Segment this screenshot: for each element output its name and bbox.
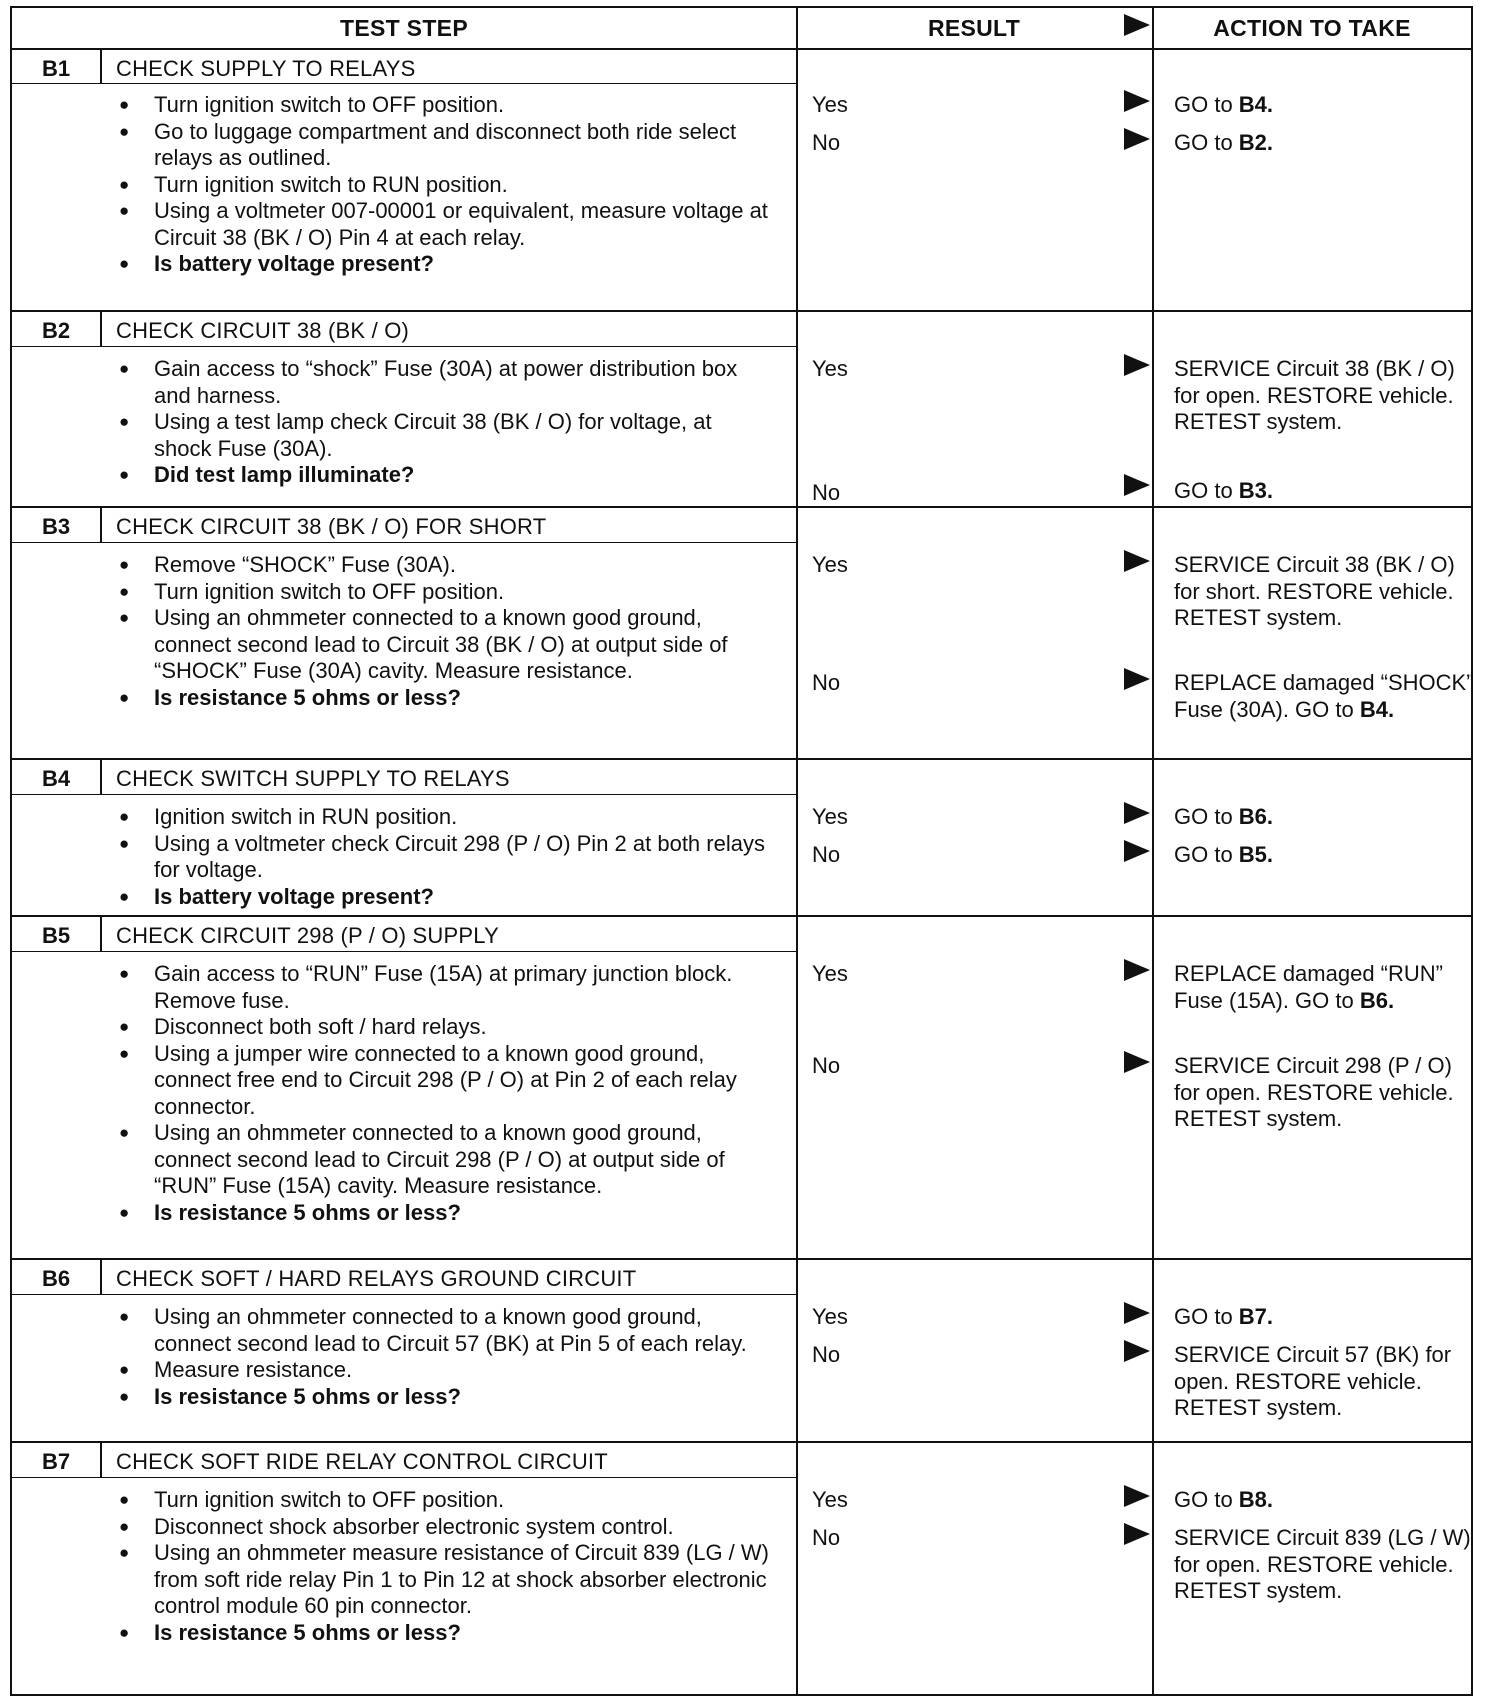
row-divider [12,915,1471,917]
action-text: SERVICE Circuit 57 (BK) for open. RESTORE vehicle. RETEST system. [1174,1342,1452,1420]
arrow-icon [1124,840,1150,862]
arrow-icon [1124,1340,1150,1362]
arrow-icon [1124,1523,1150,1545]
action-text: REPLACE damaged “RUN” Fuse (15A). GO to B6. [1174,961,1443,1013]
header-divider [12,48,1471,50]
step-id: B2 [42,318,71,343]
step-instructions [112,961,772,1226]
arrow-icon [1124,1485,1150,1507]
instruction: ● Using an ohmmeter connected to a known good ground, connect second lead to Circuit 38 (BK / O) at output side of “SHOCK” Fuse (30A) cavity. Measure resistance. [112,605,772,685]
instruction: ● Using an ohmmeter connected to a known good ground, connect second lead to Circuit 298 (P / O) at output side of “RUN” Fuse (15A) cavity. Measure resistance. [112,1120,772,1200]
id-divider [100,1258,102,1294]
title-divider [12,542,796,543]
step-instructions [112,92,772,278]
step-id: B4 [42,766,71,791]
result-label: No [812,480,841,505]
step-title: CHECK CIRCUIT 38 (BK / O) [116,318,410,343]
step-title: CHECK SWITCH SUPPLY TO RELAYS [116,766,510,791]
step-title: CHECK SOFT RIDE RELAY CONTROL CIRCUIT [116,1449,608,1474]
instruction: ● Disconnect both soft / hard relays. [112,1014,772,1041]
instruction: ● Gain access to “shock” Fuse (30A) at power distribution box and harness. [112,356,772,409]
row-divider [12,506,1471,508]
step-id: B3 [42,514,71,539]
result-label: Yes [812,804,848,829]
action-text: SERVICE Circuit 38 (BK / O) for short. RESTORE vehicle. RETEST system. [1174,552,1455,630]
arrow-icon [1124,128,1150,150]
result-label: Yes [812,961,848,986]
id-divider [100,48,102,83]
id-divider [100,506,102,542]
instruction: ● Turn ignition switch to OFF position. [112,579,772,606]
result-label: Yes [812,92,848,117]
action-text: GO to B5. [1174,842,1274,867]
step-title: CHECK CIRCUIT 38 (BK / O) FOR SHORT [116,514,547,539]
action-text: SERVICE Circuit 298 (P / O) for open. RESTORE vehicle. RETEST system. [1174,1053,1454,1131]
instruction: ● Remove “SHOCK” Fuse (30A). [112,552,772,579]
result-label: No [812,1053,841,1078]
result-label: No [812,842,841,867]
instruction: ● Turn ignition switch to RUN position. [112,172,772,199]
title-divider [12,83,796,84]
diagnostic-table [10,6,1473,1696]
instruction: ● Measure resistance. [112,1357,772,1384]
arrow-icon [1124,668,1150,690]
question: ● Is battery voltage present? [112,884,772,911]
step-id: B6 [42,1266,71,1291]
instruction: ● Go to luggage compartment and disconnect both ride select relays as outlined. [112,119,772,172]
arrow-icon [1124,550,1150,572]
title-divider [12,951,796,952]
result-label: Yes [812,1304,848,1329]
result-label: No [812,670,841,695]
arrow-icon [1124,1051,1150,1073]
step-instructions [112,552,772,711]
action-text: GO to B3. [1174,478,1274,503]
id-divider [100,310,102,346]
id-divider [100,915,102,951]
step-id: B1 [42,56,71,81]
title-divider [12,1294,796,1295]
action-text: GO to B4. [1174,92,1274,117]
instruction: ● Gain access to “RUN” Fuse (15A) at primary junction block. Remove fuse. [112,961,772,1014]
step-id: B5 [42,923,71,948]
action-text: GO to B8. [1174,1487,1274,1512]
row-divider [12,1258,1471,1260]
action-text: SERVICE Circuit 38 (BK / O) for open. RESTORE vehicle. RETEST system. [1174,356,1455,434]
row-divider [12,310,1471,312]
instruction: ● Using a voltmeter 007-00001 or equivalent, measure voltage at Circuit 38 (BK / O) Pin 4 at each relay. [112,198,772,251]
result-label: Yes [812,356,848,381]
row-divider [12,758,1471,760]
instruction: ● Using a jumper wire connected to a known good ground, connect free end to Circuit 298 (P / O) at Pin 2 of each relay connector. [112,1041,772,1121]
step-id: B7 [42,1449,71,1474]
arrow-icon [1124,802,1150,824]
step-instructions [112,1487,772,1646]
action-text: REPLACE damaged “SHOCK” Fuse (30A). GO to B4. [1174,670,1474,722]
action-text: SERVICE Circuit 839 (LG / W) for open. RESTORE vehicle. RETEST system. [1174,1525,1471,1603]
arrow-icon [1124,14,1150,36]
step-title: CHECK SOFT / HARD RELAYS GROUND CIRCUIT [116,1266,637,1291]
action-text: GO to B7. [1174,1304,1274,1329]
header-action: ACTION TO TAKE [1213,14,1411,41]
instruction: ● Disconnect shock absorber electronic system control. [112,1514,772,1541]
step-instructions [112,804,772,910]
title-divider [12,794,796,795]
action-text: GO to B2. [1174,130,1274,155]
result-label: Yes [812,1487,848,1512]
arrow-icon [1124,474,1150,496]
instruction: ● Using a test lamp check Circuit 38 (BK / O) for voltage, at shock Fuse (30A). [112,409,772,462]
arrow-icon [1124,959,1150,981]
action-text: GO to B6. [1174,804,1274,829]
instruction: ● Turn ignition switch to OFF position. [112,1487,772,1514]
step-instructions [112,356,772,489]
step-title: CHECK SUPPLY TO RELAYS [116,56,416,81]
result-label: No [812,130,841,155]
arrow-icon [1124,90,1150,112]
id-divider [100,758,102,794]
instruction: ● Turn ignition switch to OFF position. [112,92,772,119]
instruction: ● Using an ohmmeter connected to a known good ground, connect second lead to Circuit 57 (BK) at Pin 5 of each relay. [112,1304,772,1357]
question: ● Is resistance 5 ohms or less? [112,1620,772,1647]
header-test-step: TEST STEP [340,14,468,41]
instruction: ● Using a voltmeter check Circuit 298 (P / O) Pin 2 at both relays for voltage. [112,831,772,884]
arrow-icon [1124,1302,1150,1324]
id-divider [100,1441,102,1477]
question: ● Is resistance 5 ohms or less? [112,1200,772,1227]
question: ● Is battery voltage present? [112,251,772,278]
question: ● Is resistance 5 ohms or less? [112,685,772,712]
step-title: CHECK CIRCUIT 298 (P / O) SUPPLY [116,923,499,948]
instruction: ● Using an ohmmeter measure resistance of Circuit 839 (LG / W) from soft ride relay Pin 1 to Pin 12 at shock absorber electronic control module 60 pin connector. [112,1540,772,1620]
step-instructions [112,1304,772,1410]
question: ● Is resistance 5 ohms or less? [112,1384,772,1411]
title-divider [12,346,796,347]
result-label: No [812,1525,841,1550]
row-divider [12,1441,1471,1443]
header-result: RESULT [927,14,1021,41]
question: ● Did test lamp illuminate? [112,462,772,489]
result-label: Yes [812,552,848,577]
arrow-icon [1124,354,1150,376]
instruction: ● Ignition switch in RUN position. [112,804,772,831]
title-divider [12,1477,796,1478]
result-label: No [812,1342,841,1367]
